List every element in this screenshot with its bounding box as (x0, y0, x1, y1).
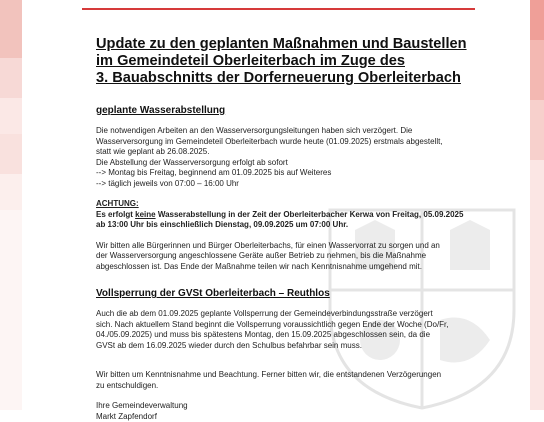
water-paragraph-1 (96, 126, 476, 189)
closing-text: Ihre Gemeindeverwaltung (96, 401, 476, 412)
text-line: Die Abstellung der Wasserversorgung erfolgt ab sofort (96, 158, 476, 169)
road-paragraph-1 (96, 309, 476, 351)
text-line: Wasserversorgung im Gemeindeteil Oberleiterbach wurde heute (01.09.2025) erstmals abgestellt, (96, 137, 476, 148)
attention-rest: Wasserabstellung in der Zeit der Oberleiterbacher Kerwa von Freitag, 05.09.2025 (156, 210, 464, 219)
attention-notice (96, 199, 476, 231)
text-line: --> täglich jeweils von 07:00 – 16:00 Uhr (96, 179, 476, 190)
document-body (96, 36, 476, 422)
attention-line-2: ab 13:00 Uhr bis einschließlich Dienstag, 09.09.2025 um 07:00 Uhr. (96, 220, 476, 231)
text-line: sich. Nach aktuellem Stand beginnt die Vollsperrung voraussichtlich gegen Ende der Woche (Do/Fr, (96, 320, 476, 331)
text-line: Wir bitten um Kenntnisnahme und Beachtung. Ferner bitten wir, die entstandenen Verzögerungen (96, 370, 476, 381)
text-line: statt wie geplant ab 26.08.2025. (96, 147, 476, 158)
text-line: 04./05.09.2025) und muss bis spätestens Montag, den 15.09.2025 abgeschlossen sein, da die (96, 330, 476, 341)
signer-text: Markt Zapfendorf (96, 412, 476, 422)
title-line: Update zu den geplanten Maßnahmen und Baustellen (96, 36, 476, 53)
title-line: 3. Bauabschnitts der Dorferneuerung Oberleiterbach (96, 70, 476, 87)
text-line: Auch die ab dem 01.09.2025 geplante Vollsperrung der Gemeindeverbindungsstraße verzögert (96, 309, 476, 320)
water-paragraph-2 (96, 241, 476, 273)
text-line: --> Montag bis Freitag, beginnend am 01.09.2025 bis auf Weiteres (96, 168, 476, 179)
attention-prefix: Es erfolgt (96, 210, 135, 219)
text-line: der Wasserversorgung angeschlossene Geräte außer Betrieb zu nehmen, bis die Maßnahme (96, 251, 476, 262)
section-heading-water: geplante Wasserabstellung (96, 105, 476, 116)
closing-block (96, 401, 476, 422)
title-line: im Gemeindeteil Oberleiterbach im Zuge des (96, 53, 476, 70)
attention-keine: keine (135, 210, 155, 219)
text-line: zu entschuldigen. (96, 381, 476, 392)
attention-label: ACHTUNG: (96, 199, 476, 210)
attention-line (96, 210, 476, 221)
page-title (96, 36, 476, 87)
text-line: abgeschlossen ist. Das Ende der Maßnahme teilen wir nach Kenntnisnahme umgehend mit. (96, 262, 476, 273)
left-decor-band (0, 0, 40, 410)
text-line: Die notwendigen Arbeiten an den Wasserversorgungsleitungen haben sich verzögert. Die (96, 126, 476, 137)
road-paragraph-2 (96, 370, 476, 391)
text-line: GVSt ab dem 16.09.2025 wieder durch den Schulbus befahrbar sein muss. (96, 341, 476, 352)
text-line: Wir bitten alle Bürgerinnen und Bürger Oberleiterbachs, für einen Wasservorrat zu sorgen und an (96, 241, 476, 252)
section-heading-road: Vollsperrung der GVSt Oberleiterbach – Reuthlos (96, 288, 476, 299)
top-accent-rule (82, 8, 475, 10)
